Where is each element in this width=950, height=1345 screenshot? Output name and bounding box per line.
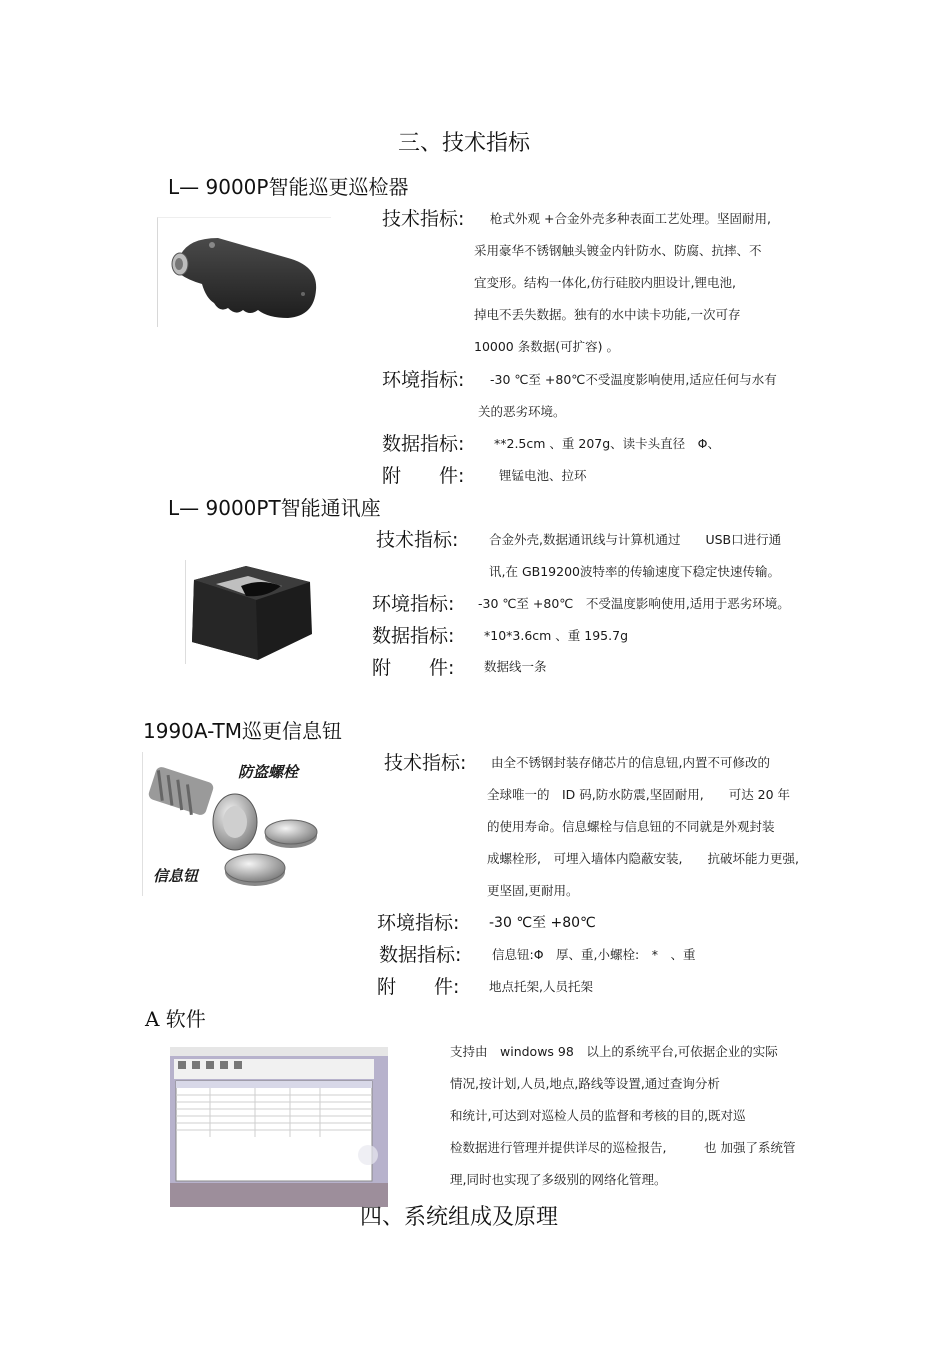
data-text: **2.5cm 、重 207g、读卡头直径 Φ、 xyxy=(494,436,721,451)
tech-line: 采用豪华不锈钢触头镀金内针防水、防腐、抗摔、不 xyxy=(474,243,762,258)
env-text: -30 ℃至 +80℃ 不受温度影响使用,适用于恶劣环境。 xyxy=(478,596,790,611)
section-title: 四、系统组成及原理 xyxy=(360,1205,559,1230)
device1-title: L— 9000P智能巡更巡检器 xyxy=(168,175,409,199)
tech-label: 技术指标: xyxy=(376,529,459,551)
env-line: 关的恶劣环境。 xyxy=(478,404,566,419)
tech-line: 掉电不丢失数据。独有的水中读卡功能,一次可存 xyxy=(474,307,741,322)
accessory-text: 数据线一条 xyxy=(484,659,547,674)
data-label: 数据指标: xyxy=(382,433,465,455)
accessory-text: 地点托架,人员托架 xyxy=(489,979,593,994)
tech-line: 讯,在 GB19200波特率的传输速度下稳定快速传输。 xyxy=(489,564,780,579)
comm-base-image xyxy=(185,560,316,664)
tech-line: 由全不锈钢封装存储芯片的信息钮,内置不可修改的 xyxy=(491,755,770,770)
data-label: 数据指标: xyxy=(372,625,455,647)
data-text: 信息钮:Φ 厚、重,小螺栓: * 、重 xyxy=(492,947,696,962)
device3-title: 1990A-TM巡更信息钮 xyxy=(143,719,342,743)
patrol-device-image xyxy=(157,217,331,327)
software-line: 支持由 windows 98 以上的系统平台,可依据企业的实际 xyxy=(450,1044,778,1059)
tech-line: 宜变形。结构一体化,仿行硅胶内胆设计,锂电池, xyxy=(474,275,736,290)
section-title: 三、技术指标 xyxy=(398,131,531,156)
accessory-text: 锂锰电池、拉环 xyxy=(499,468,587,483)
software-line: 情况,按计划,人员,地点,路线等设置,通过查询分析 xyxy=(450,1076,720,1091)
software-screenshot xyxy=(170,1047,388,1207)
accessory-label: 附 件: xyxy=(377,976,460,998)
tech-label: 技术指标: xyxy=(382,208,465,230)
data-text: *10*3.6cm 、重 195.7g xyxy=(484,628,629,643)
tech-line: 的使用寿命。信息螺栓与信息钮的不同就是外观封装 xyxy=(487,819,775,834)
tech-line: 更坚固,更耐用。 xyxy=(487,883,579,898)
env-line: -30 ℃至 +80℃不受温度影响使用,适应任何与水有 xyxy=(490,372,777,387)
tech-line: 成螺栓形, 可埋入墙体内隐蔽安装, 抗破坏能力更强, xyxy=(487,851,799,866)
data-label: 数据指标: xyxy=(379,944,462,966)
env-label: 环境指标: xyxy=(372,593,455,615)
tech-line: 合金外壳,数据通讯线与计算机通过 USB口进行通 xyxy=(489,532,782,547)
tech-label: 技术指标: xyxy=(384,752,467,774)
env-text: -30 ℃至 +80℃ xyxy=(489,915,596,931)
tech-line: 全球唯一的 ID 码,防水防震,坚固耐用, 可达 20 年 xyxy=(487,787,791,802)
software-line: 检数据进行管理并提供详尽的巡检报告, 也 加强了系统管 xyxy=(450,1140,796,1155)
tech-line: 10000 条数据(可扩容) 。 xyxy=(474,339,619,354)
software-line: 和统计,可达到对巡检人员的监督和考核的目的,既对巡 xyxy=(450,1108,746,1123)
software-title: A 软件 xyxy=(145,1007,206,1031)
env-label: 环境指标: xyxy=(382,369,465,391)
accessory-label: 附 件: xyxy=(372,657,455,679)
bolt-label: 防盗螺栓 xyxy=(238,763,299,781)
button-label: 信息钮 xyxy=(153,867,199,885)
software-line: 理,同时也实现了多级别的网络化管理。 xyxy=(450,1172,667,1187)
device2-title: L— 9000PT智能通讯座 xyxy=(168,496,381,520)
env-label: 环境指标: xyxy=(377,912,460,934)
accessory-label: 附 件: xyxy=(382,465,465,487)
tech-line: 枪式外观 +合金外壳多种表面工艺处理。坚固耐用, xyxy=(490,211,771,226)
